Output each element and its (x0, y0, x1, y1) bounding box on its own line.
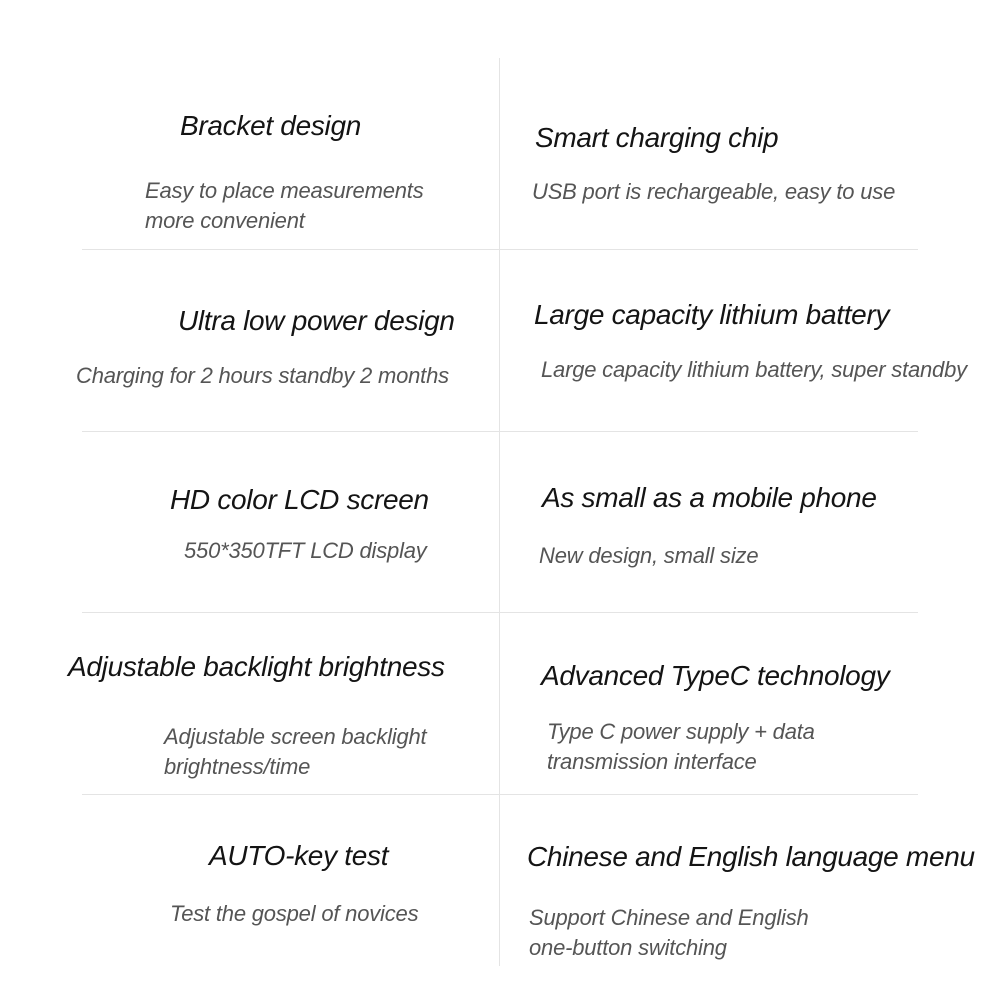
feature-desc-auto-key-test: Test the gospel of novices (170, 901, 419, 926)
feature-desc-adjustable-backlight: Adjustable screen backlight brightness/time (164, 724, 427, 779)
feature-desc-bracket-design: Easy to place measurements more convenient (145, 178, 424, 233)
row-divider (82, 431, 918, 432)
feature-title-smart-charging-chip: Smart charging chip (535, 122, 779, 153)
feature-title-small-as-phone: As small as a mobile phone (542, 482, 877, 513)
feature-desc-typec-technology: Type C power supply + data transmission interface (547, 719, 815, 774)
feature-title-auto-key-test: AUTO-key test (209, 840, 389, 871)
feature-title-hd-lcd-screen: HD color LCD screen (170, 484, 429, 515)
feature-desc-small-as-phone: New design, small size (539, 543, 759, 568)
feature-desc-language-menu: Support Chinese and English one-button switching (529, 905, 809, 960)
feature-desc-hd-lcd-screen: 550*350TFT LCD display (184, 538, 427, 563)
feature-desc-ultra-low-power: Charging for 2 hours standby 2 months (76, 363, 449, 388)
row-divider (82, 794, 918, 795)
feature-desc-smart-charging-chip: USB port is rechargeable, easy to use (532, 179, 896, 204)
row-divider (82, 612, 918, 613)
feature-title-lithium-battery: Large capacity lithium battery (534, 299, 890, 330)
feature-title-bracket-design: Bracket design (180, 110, 362, 141)
feature-desc-lithium-battery: Large capacity lithium battery, super standby (541, 357, 967, 382)
feature-title-language-menu: Chinese and English language menu (527, 841, 975, 872)
feature-title-adjustable-backlight: Adjustable backlight brightness (68, 651, 445, 682)
feature-title-typec-technology: Advanced TypeC technology (541, 660, 890, 691)
column-divider (499, 58, 500, 966)
row-divider (82, 249, 918, 250)
feature-title-ultra-low-power: Ultra low power design (178, 305, 455, 336)
